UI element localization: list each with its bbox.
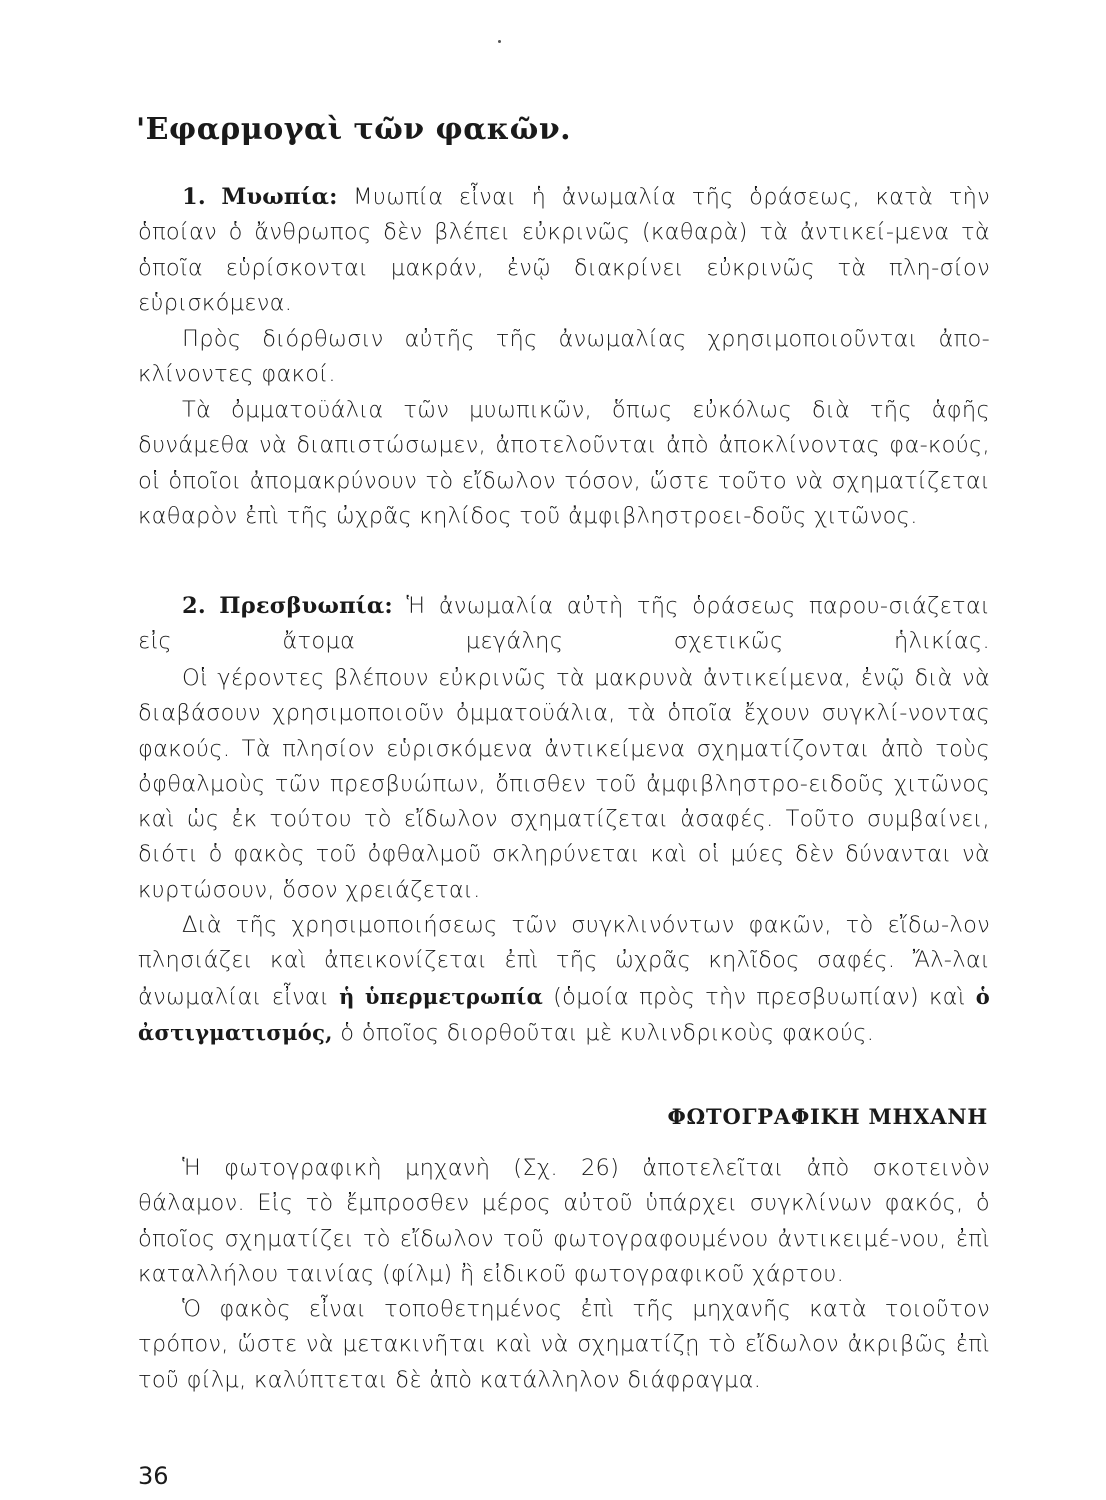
section-heading-camera: ΦΩΤΟΓΡΑΦΙΚΗ ΜΗΧΑΝΗ xyxy=(667,1104,988,1129)
presbyopia-p3-text-c: ὁ ὁποῖος διορθοῦται μὲ κυλινδρικοὺς φακούς. xyxy=(332,1019,875,1046)
presbyopia-number: 2. xyxy=(182,593,206,619)
camera-paragraph-2: Ὁ φακὸς εἶναι τοποθετημένος ἐπὶ τῆς μηχανῆς κατὰ τοιοῦτον τρόπον, ὥστε νὰ μετακινῆται καὶ νὰ σχηματίζῃ τὸ εἴδωλον ἀκριβῶς ἐπὶ τοῦ φίλμ, καλύπτεται δὲ ἀπὸ κατάλληλον διάφραγμα. xyxy=(138,1296,990,1393)
term-astigmatism: ὁ ἀστιγματισμός, xyxy=(138,983,990,1045)
camera-paragraph-1: Ἡ φωτογραφικὴ μηχανὴ (Σχ. 26) ἀποτελεῖται ἀπὸ σκοτεινὸν θάλαμον. Εἰς τὸ ἔμπροσθεν μέρος αὐτοῦ ὑπάρχει συγκλίνων φακός, ὁ ὁποῖος σχηματίζει τὸ εἴδωλον τοῦ φωτογραφουμένου ἀντικειμέ-νου, ἐπὶ καταλλήλου ταινίας (φίλμ) ἢ εἰδικοῦ φωτογραφικοῦ χάρτου. xyxy=(138,1155,990,1287)
myopia-paragraph-2: Πρὸς διόρθωσιν αὐτῆς τῆς ἀνωμαλίας χρησιμοποιοῦνται ἀπο-κλίνοντες φακοί. xyxy=(138,326,990,388)
myopia-term: Μυωπία xyxy=(221,184,330,210)
chapter-title: 'Εφαρμογαὶ τῶν φακῶν. xyxy=(136,112,572,147)
myopia-paragraph-1 xyxy=(138,180,990,321)
myopia-number: 1. xyxy=(182,184,206,210)
print-speck xyxy=(498,40,501,43)
presbyopia-paragraph-3 xyxy=(138,908,990,1051)
presbyopia-term: Πρεσβυωπία xyxy=(219,593,385,619)
page-number: 36 xyxy=(138,1462,169,1490)
presbyopia-p3-text-a: Διὰ τῆς χρησιμοποιήσεως τῶν συγκλινόντων φακῶν, τὸ εἴδω-λον πλησιάζει καὶ ἀπεικονίζεται ἐπὶ τῆς ὠχρᾶς κηλῖδος σαφές. Ἄλ-λαι ἀνωμαλίαι εἶναι xyxy=(138,912,990,1010)
myopia-definition: Μυωπία εἶναι ἡ ἀνωμαλία τῆς ὁράσεως, κατὰ τὴν ὁποίαν ὁ ἄνθρωπος δὲν βλέπει εὐκρινῶς (καθαρὰ) τὰ ἀντικεί-μενα τὰ ὁποῖα εὑρίσκονται μακράν, ἐνῷ διακρίνει εὐκρινῶς τὰ πλη-σίον εὑρισκόμενα. xyxy=(138,184,991,316)
presbyopia-definition: Ἡ ἀνωμαλία αὐτὴ τῆς ὁράσεως παρου-σιάζεται εἰς ἄτομα μεγάλης σχετικῶς ἡλικίας. xyxy=(138,593,991,655)
presbyopia-p3-text-b: (ὁμοία πρὸς τὴν πρεσβυωπίαν) καὶ xyxy=(543,983,976,1010)
term-hypermetropia: ἡ ὑπερμετρωπία xyxy=(339,983,544,1009)
presbyopia-paragraph-1 xyxy=(138,589,990,660)
myopia-paragraph-3: Τὰ ὀμματοϋάλια τῶν μυωπικῶν, ὅπως εὐκόλως διὰ τῆς ἁφῆς δυνάμεθα νὰ διαπιστώσωμεν, ἀποτελοῦνται ἀπὸ ἀποκλίνοντας φα-κούς, οἱ ὁποῖοι ἀπομακρύνουν τὸ εἴδωλον τόσον, ὥστε τοῦτο νὰ σχηματίζεται καθαρὸν ἐπὶ τῆς ὠχρᾶς κηλίδος τοῦ ἀμφιβληστροει-δοῦς χιτῶνος. xyxy=(138,397,990,529)
presbyopia-colon: : xyxy=(384,593,393,619)
myopia-colon: : xyxy=(329,184,338,210)
presbyopia-paragraph-2: Οἱ γέροντες βλέπουν εὐκρινῶς τὰ μακρυνὰ ἀντικείμενα, ἐνῷ διὰ νὰ διαβάσουν χρησιμοποιοῦν ὀμματοϋάλια, τὰ ὁποῖα ἔχουν συγκλί-νοντας φακούς. Τὰ πλησίον εὑρισκόμενα ἀντικείμενα σχηματίζονται ἀπὸ τοὺς ὀφθαλμοὺς τῶν πρεσβυώπων, ὄπισθεν τοῦ ἀμφιβληστρο-ειδοῦς χιτῶνος καὶ ὡς ἐκ τούτου τὸ εἴδωλον σχηματίζεται ἀσαφές. Τοῦτο συμβαίνει, διότι ὁ φακὸς τοῦ ὀφθαλμοῦ σκληρύνεται καὶ οἱ μύες δὲν δύνανται νὰ κυρτώσουν, ὅσον χρειάζεται. xyxy=(138,665,990,903)
